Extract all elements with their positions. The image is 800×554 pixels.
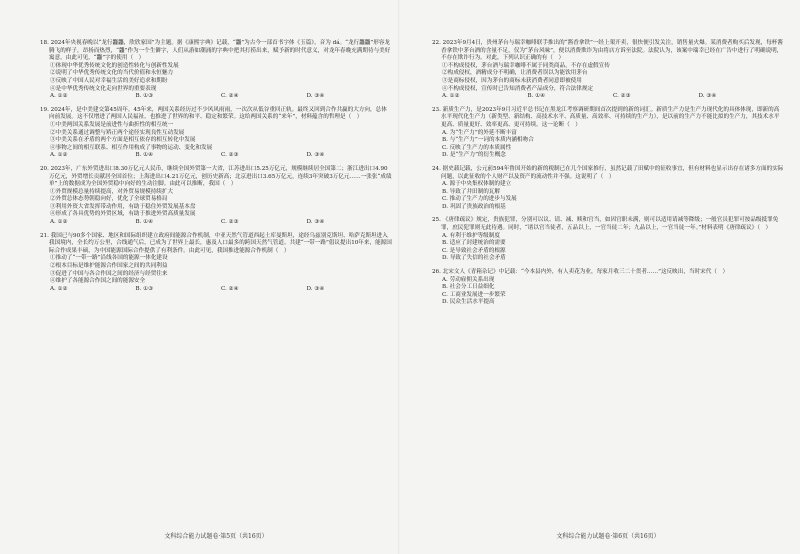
question-block: [40, 107, 392, 160]
answer-choices: [432, 93, 784, 101]
question-option: C. 工商业发展进一步繁荣: [442, 291, 506, 298]
question-block: [432, 269, 784, 307]
question-block: [432, 217, 784, 263]
question-option: ③促进了中国与各合作国之间的经济与经贸往来: [50, 270, 168, 277]
question-option: ③利用外资大省发挥带动作用，有助于稳住外贸发展基本盘: [50, 203, 196, 210]
question-option: A. 为“生产力”的外延不断丰富: [442, 129, 517, 136]
question-stem: 25. 《唐律疏议》规定，贵族犯罪，分别可以议、请、减、赎和官当，如因官职未满，则可以适用请减等降级；一般官员犯罪可按品级抵罪免罪，庶民犯罪则无此待遇。同时，“诸以官当徒者，五品以上，一官当徒二年；九品以上，一官当徒一年。”材料表明《唐律疏议》（ ）: [432, 217, 779, 232]
question-block: [432, 166, 784, 212]
answer-choice: D. ③④: [306, 93, 325, 100]
question-option: B. 导致了井田制的瓦解: [442, 188, 501, 195]
answer-choice: D. ③④: [306, 152, 325, 159]
question-option: ④不构成侵权，宣传时已告知消费者产品成分，符合法律规定: [442, 85, 594, 92]
left-page-footer: 文科综合能力试题卷·第5页（共16页）: [164, 533, 268, 540]
question-option: D. 导致了失信的社会矛盾: [442, 255, 506, 262]
question-option: ④事物之间的相互联系、相互作用构成了事物的运动、变化和发展: [50, 144, 213, 151]
question-block: [40, 40, 392, 101]
question-option: ④是中华优秀传统文化走向世界的重要表现: [50, 85, 157, 92]
question-option: ③是商标侵权，因为茅台的商标未获消费者同意即被使用: [442, 77, 582, 84]
answer-choices: [40, 219, 392, 227]
question-option: A. 有利于维护等级制度: [442, 232, 500, 239]
question-option: B. 社会分工日益细化: [442, 284, 495, 291]
answer-choices: [40, 152, 392, 160]
answer-choice: A. ①②: [50, 285, 68, 292]
answer-choice: B. ①④: [135, 152, 154, 159]
question-option: ②根本目标是维护能源合作国家之间的共同利益: [50, 263, 168, 270]
question-option: D. 民众生活水平提高: [442, 299, 495, 306]
answer-choice: A. ①②: [50, 152, 68, 159]
right-page-column: [432, 40, 784, 313]
question-option: ①不构成侵权，茅台酒与瑞幸咖啡不属于同类商品，不存在虚假宣传: [442, 62, 610, 69]
question-block: [432, 107, 784, 160]
page-fold-shadow: [398, 0, 400, 554]
question-option: ③中美关系在矛盾的两个方面是相互依存的相互转化中发展: [50, 137, 196, 144]
answer-choice: D. ③④: [698, 93, 717, 100]
answer-choice: A. ①②: [50, 219, 68, 226]
answer-choice: D. ③④: [306, 219, 325, 226]
answer-choice: C. ②④: [221, 285, 239, 292]
answer-choice: C. ②③: [221, 152, 239, 159]
answer-choice: B. ①④: [135, 219, 154, 226]
answer-choice: C. ②③: [221, 219, 239, 226]
question-option: A. 源于中央集权体制的建立: [442, 181, 512, 188]
question-option: ④维护了各能源合作国之间的能源安全: [50, 278, 146, 285]
question-option: ①外贸规模总量持续提高，对外贸易规模持续扩大: [50, 188, 174, 195]
question-option: A. 劳动雇佣关系出现: [442, 276, 495, 283]
answer-choice: A. ①②: [50, 93, 68, 100]
answer-choice: B. ①③: [135, 93, 154, 100]
question-stem: 18. 2024年央视春晚以“龙行龘龘，欣欣家国”为主题。据《康熙字典》记载，“龘”为古今一部首书字体《玉篇》，音为 dá。“龙行龘龘”形容龙腾飞的样子，昂扬而热烈，“龘”作为一个生僻字，人们从游如潮涌的字典中把其打捞出来，赋予新的时代意义，对龙年春晚充满期待与美好寓意。由此可见，“龘”字的使用（ ）: [40, 40, 391, 62]
question-stem: 26. 北宋文人《青箱杂记》中记载：“今本县内外，有人卖花为业，每家月收三二十贯者……”这反映出，当时宋代（ ）: [432, 269, 729, 276]
answer-choice: B. ①③: [135, 285, 154, 292]
question-option: C. 推动了生产力的进步与发展: [442, 196, 517, 203]
question-option: B. 适应了封建统治的需要: [442, 240, 506, 247]
answer-choice: C. ②④: [221, 93, 239, 100]
question-option: ①中美两国关系发展是前进性与曲折性的相互统一: [50, 121, 174, 128]
left-page-column: [40, 40, 392, 299]
question-option: ④形成了各具优势的外贸区域，有助于推进外贸高质量发展: [50, 211, 196, 218]
question-stem: 19. 2024年，是中美建交第45周年。45年来，两国关系经历过不少风风雨雨，一次次从低谷重回正轨。最终又回到合作共赢的大方向，总体向前发展。这不仅增进了两国人民福祉，也推进了世界的和平、稳定和繁荣。这给两国关系的“来年”，材料蕴含的哲理是（ ）: [40, 106, 387, 121]
question-option: B. 与“生产力”一词的本质内涵相吻合: [442, 137, 534, 144]
question-stem: 22. 2023年9月4日，贵州茅台与瑞幸咖啡联手推出的“酱香拿铁”一经上架开卖，很快便引发关注，销售量火爆。某消费者购买后发现，每杯酱香拿铁中茅台酒的含量不足，仅为“茅台风味”，便以消费欺诈为由将店方诉至法院。法院认为，该案中瑞幸已经在广告中进行了明确说明，不存在欺诈行为。对此，下列认识正确的有（ ）: [432, 40, 783, 62]
question-block: [40, 233, 392, 294]
question-stem: 23. 新质生产力，是2023年9月习近平总书记在黑龙江考察调研期间首次提到的新的词汇。新质生产力是生产力现代化的具体体现，即新的高水平现代化生产力（新类型、新结构、高技术水平、高质量、高效率、可持续的生产力），是以前的生产力不能比拟的生产力，其技术水平更高、质量更好、效率更高、更可持续。这一论断（ ）: [432, 106, 780, 128]
answer-choice: D. ③④: [306, 285, 325, 292]
question-option: D. 是“生产力”的衍生概念: [442, 152, 506, 159]
answer-choices: [40, 93, 392, 101]
question-option: ①推动了“一带一路”沿线各国的能源一体化建设: [50, 255, 168, 262]
answer-choice: B. ①④: [527, 93, 546, 100]
question-stem: 24. 据史载记载，公元前594年鲁国开始的新的税制已在几个国家推行，虽然记载了田赋中的征收事宜，但有材料也显示出存在诸多方面的实际问题，以此征收的个人财产以及资产的流动性并不强。这说明了（ ）: [432, 165, 784, 180]
answer-choice: A. ①②: [442, 93, 460, 100]
answer-choices: [40, 286, 392, 294]
question-option: ③反映了中国人民对幸福生活的美好追求和期盼: [50, 77, 168, 84]
question-option: C. 是导致社会矛盾的根源: [442, 247, 506, 254]
question-option: ①体现中华优秀传统文化的创造性转化与创新性发展: [50, 62, 179, 69]
question-block: [432, 40, 784, 101]
question-option: ②构成侵权，酒精成分不明确，让消费者误以为能饮用茅台: [442, 70, 588, 77]
question-stem: 20. 2023年，广东外贸进出口8.30万亿元人民币，继续全国外贸第一大省，江苏进出口5.25万亿元，规模继续居全国第二；浙江进出口4.90万亿元，外贸增长贡献居全国首位；上海进出口4.21万亿元，创历史新高；北京进出口3.65万亿元，连续3年突破3万亿元……一张张“成绩单”上的数据成为全国外贸稳中向好的生动注脚。由此可以推断，我国（ ）: [40, 165, 392, 188]
right-page-footer: 文科综合能力试题卷·第6页（共16页）: [556, 533, 660, 540]
question-option: D. 巩固了贵族政治的根基: [442, 203, 506, 210]
question-option: ②说明了中华优秀传统文化的当代价值和永恒魅力: [50, 70, 174, 77]
question-stem: 21. 我国已与90多个国家、地区和国际组织建立政府间能源合作机制，中亚天然气管道西起土库曼斯坦，途经乌兹别克斯坦、哈萨克斯坦进入我国境内，全长约万公里，合线通气后，已成为了世界上最长，惠及人口最多的跨国天然气管道。共建“一带一路”倡议提出10年来，能源国际合作成果丰硕，为中国能源国际合作提供了有利条件。由此可见，我国推进能源合作机制（ ）: [40, 232, 392, 254]
question-option: ②中美关系通过调整与矫正两个途径实现良性互动发展: [50, 129, 185, 136]
question-block: [40, 166, 392, 227]
question-option: ②外贸总体态势朝稳向好，优化了全球贸易格局: [50, 196, 168, 203]
question-option: C. 反映了生产力的本质属性: [442, 144, 512, 151]
answer-choice: C. ②③: [613, 93, 631, 100]
